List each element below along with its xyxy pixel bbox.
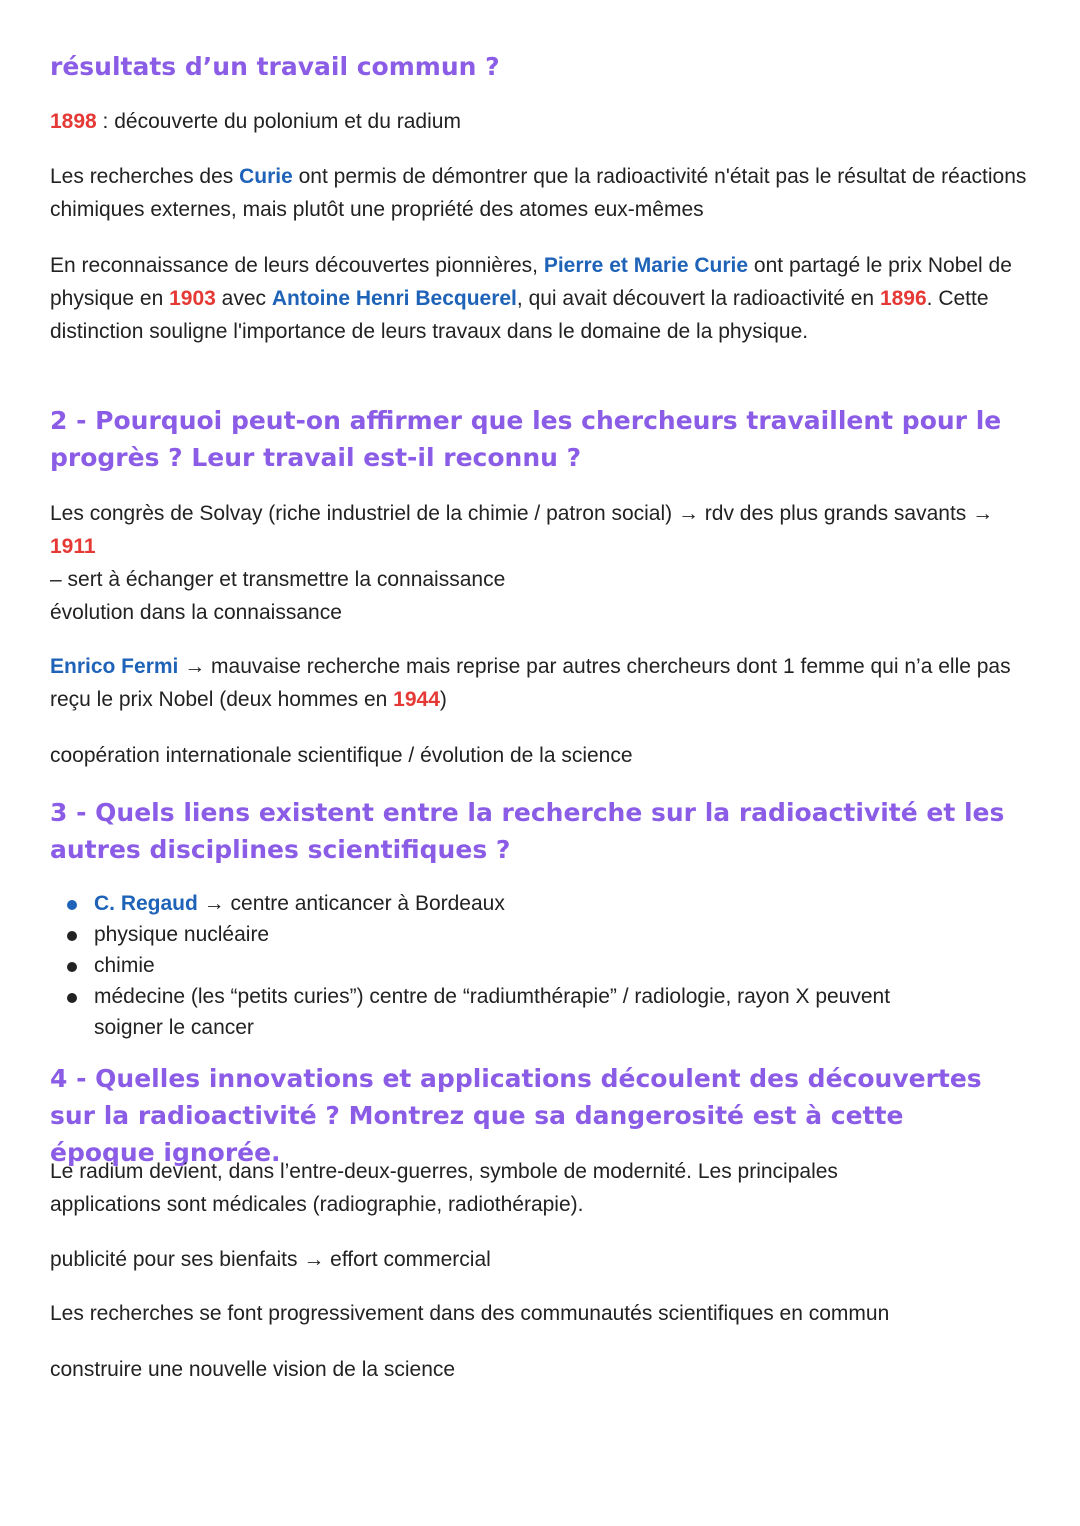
paragraph-text: : découverte du polonium et du radium xyxy=(96,110,461,133)
date-1903: 1903 xyxy=(169,287,216,310)
list-item-text: médecine (les “petits curies”) centre de “radiumthérapie” / radiologie, rayon X peuvent soigner le cancer xyxy=(94,985,891,1039)
paragraph-cooperation: coopération internationale scientifique / évolution de la science xyxy=(50,744,633,767)
paragraph-communities: Les recherches se font progressivement dans des communautés scientifiques en commun xyxy=(50,1302,890,1325)
name-pierre-marie-curie: Pierre et Marie Curie xyxy=(543,254,749,277)
paragraph-text: , qui avait découvert la radioactivité en xyxy=(516,287,880,310)
paragraph-text: → mauvaise recherche mais reprise par autres chercheurs dont 1 femme qui n’a elle pas reçu le prix Nobel (deux hommes en xyxy=(50,655,1011,711)
date-1898: 1898 xyxy=(50,110,97,133)
paragraph-text: ont permis de démontrer que la radioactivité n'était pas le résultat de réactions chimiques externes, mais plutôt une propriété des atomes eux-mêmes xyxy=(50,165,1027,221)
paragraph-fermi xyxy=(50,650,1040,716)
paragraph-new-vision: construire une nouvelle vision de la science xyxy=(50,1358,456,1381)
list-item xyxy=(50,919,1040,950)
paragraph-evolution: évolution dans la connaissance xyxy=(50,601,342,624)
bullet-dot xyxy=(67,962,77,972)
list-item-text: → centre anticancer à Bordeaux xyxy=(197,892,505,915)
list-item-text: chimie xyxy=(94,954,155,977)
paragraph-nobel xyxy=(50,249,1040,348)
paragraph-advertising: publicité pour ses bienfaits → effort commercial xyxy=(50,1248,491,1271)
section-heading-3: 3 - Quels liens existent entre la recherche sur la radioactivité et les autres disciplines scientifiques ? xyxy=(50,798,1005,864)
paragraph-exchange: – sert à échanger et transmettre la connaissance xyxy=(50,568,506,591)
bullet-dot xyxy=(67,900,77,910)
name-curie: Curie xyxy=(239,165,293,188)
section-heading-4: 4 - Quelles innovations et applications découlent des découvertes sur la radioactivité ? Montrez que sa dangerosité est à cette époque ignorée. xyxy=(50,1064,982,1167)
paragraph-text: En reconnaissance de leurs découvertes pionnières, xyxy=(50,254,544,277)
paragraph-text: . Cette distinction souligne l'importance de leurs travaux dans le domaine de la physique. xyxy=(50,287,989,343)
list-item xyxy=(50,888,1040,919)
paragraph-text: Les congrès de Solvay (riche industriel de la chimie / patron social) → rdv des plus grands savants → xyxy=(50,502,994,525)
date-1911: 1911 xyxy=(50,535,96,558)
paragraph-text: ) xyxy=(439,688,447,711)
date-1896: 1896 xyxy=(879,287,927,310)
section-heading-2: 2 - Pourquoi peut-on affirmer que les chercheurs travaillent pour le progrès ? Leur travail est-il reconnu ? xyxy=(50,406,1002,472)
name-regaud: C. Regaud xyxy=(94,892,198,915)
list-item xyxy=(50,950,1040,981)
name-becquerel: Antoine Henri Becquerel xyxy=(271,287,517,310)
list-item-text: physique nucléaire xyxy=(94,923,270,946)
name-enrico-fermi: Enrico Fermi xyxy=(50,655,179,678)
paragraph-radium-modernity: Le radium devient, dans l’entre-deux-guerres, symbole de modernité. Les principales applications sont médicales (radiographie, radiothérapie). xyxy=(50,1160,838,1216)
paragraph-text: Les recherches des xyxy=(50,165,240,188)
bullet-dot xyxy=(67,993,77,1003)
section-heading-1: résultats d’un travail commun ? xyxy=(50,52,500,81)
paragraph-1898 xyxy=(50,105,1040,138)
paragraph-text: ont partagé le prix Nobel de physique en xyxy=(50,254,1012,310)
paragraph-curie-research xyxy=(50,160,1040,226)
paragraph-solvay xyxy=(50,497,1040,563)
list-item xyxy=(50,981,1040,1043)
disciplines-list xyxy=(50,888,1040,1043)
bullet-dot xyxy=(67,931,77,941)
paragraph-text: avec xyxy=(215,287,272,310)
date-1944: 1944 xyxy=(393,688,440,711)
